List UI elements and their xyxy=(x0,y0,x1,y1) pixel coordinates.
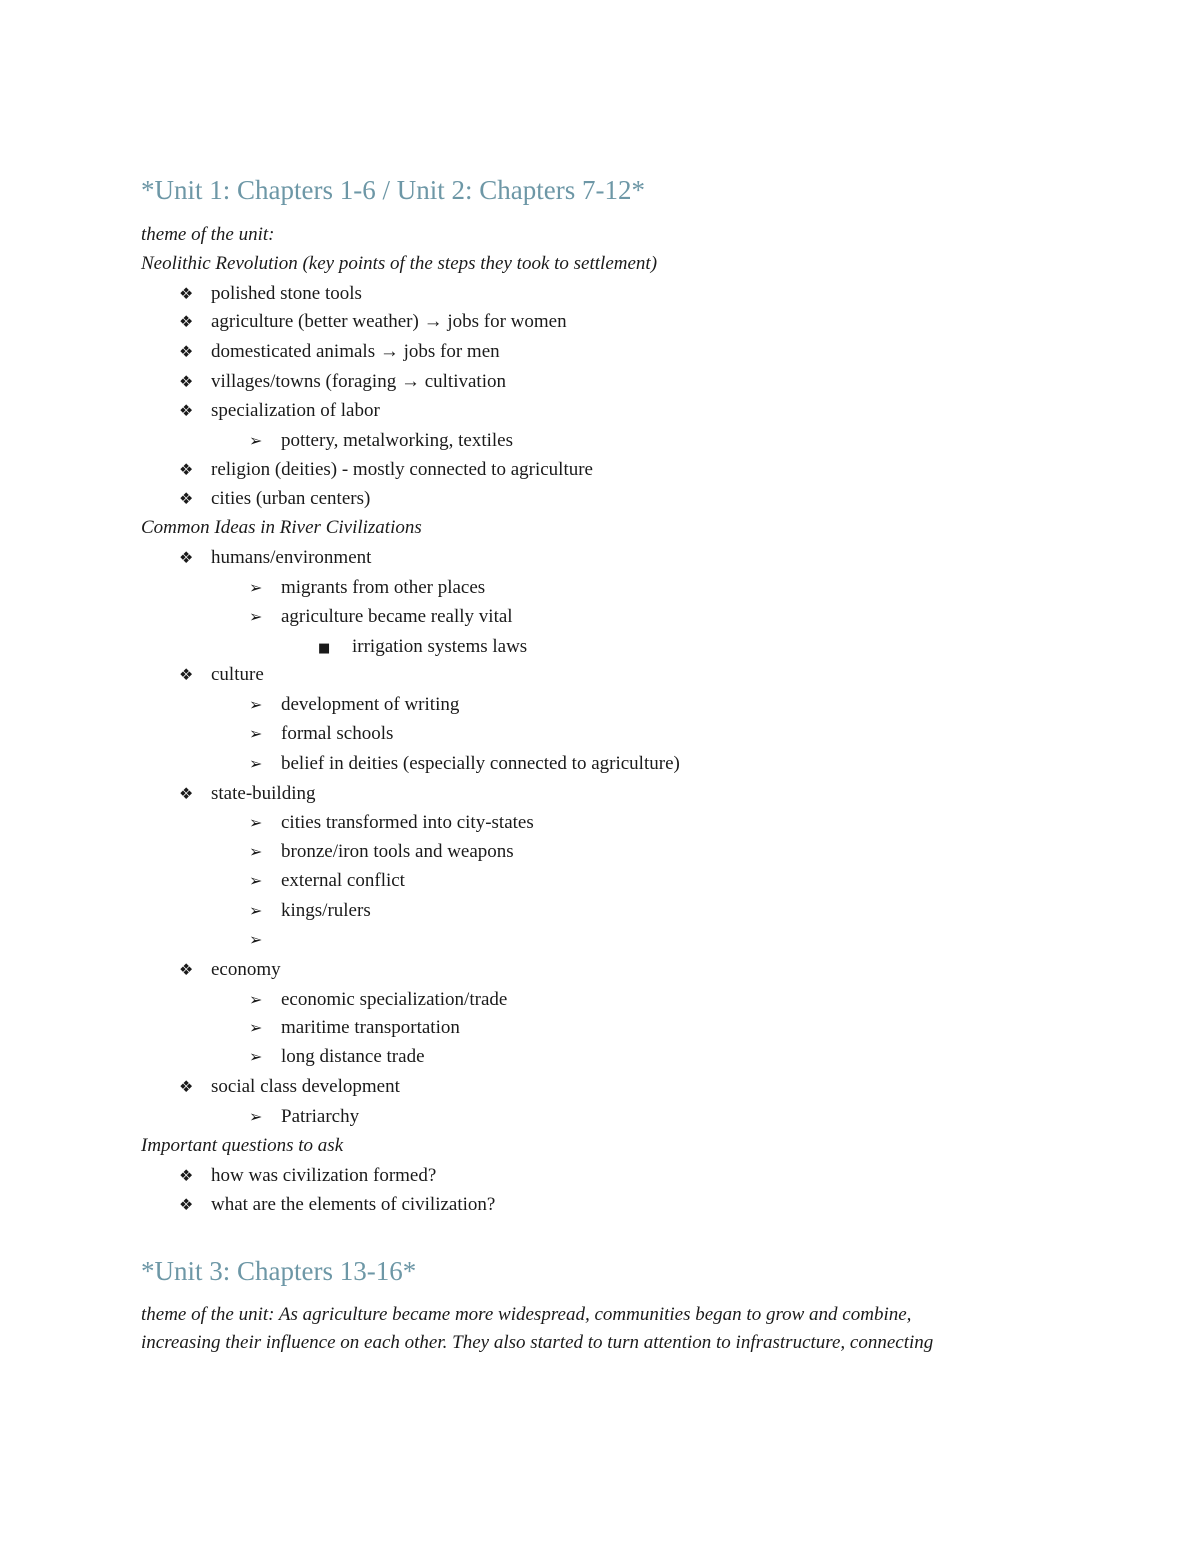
list-item: ❖ agriculture (better weather) → jobs for women xyxy=(179,309,567,335)
unit-3-heading: *Unit 3: Chapters 13-16* xyxy=(141,1256,417,1286)
list-item: ➢ Patriarchy xyxy=(249,1104,359,1130)
list-item: ➢ long distance trade xyxy=(249,1044,425,1070)
unit-3-theme-line-1: theme of the unit: As agriculture became more widespread, communities began to grow and combine, xyxy=(141,1304,912,1325)
list-item: ❖ culture xyxy=(179,662,264,688)
unit-1-2-heading: *Unit 1: Chapters 1-6 / Unit 2: Chapters 7-12* xyxy=(141,175,645,205)
arrowhead-bullet-icon: ➢ xyxy=(249,724,263,743)
list-item: ➢ kings/rulers xyxy=(249,898,371,924)
diamond-bullet-icon: ❖ xyxy=(179,1166,194,1185)
diamond-bullet-icon: ❖ xyxy=(179,960,194,979)
arrowhead-bullet-icon: ➢ xyxy=(249,990,263,1009)
list-item: ➢ bronze/iron tools and weapons xyxy=(249,839,514,865)
square-bullet-icon: ■ xyxy=(318,641,331,656)
list-item: ➢ economic specialization/trade xyxy=(249,987,507,1013)
arrowhead-bullet-icon: ➢ xyxy=(249,754,263,773)
list-item: ➢ agriculture became really vital xyxy=(249,604,513,630)
diamond-bullet-icon: ❖ xyxy=(179,548,194,567)
arrowhead-bullet-icon: ➢ xyxy=(249,578,263,597)
diamond-bullet-icon: ❖ xyxy=(179,342,194,361)
arrowhead-bullet-icon: ➢ xyxy=(249,901,263,920)
arrowhead-bullet-icon: ➢ xyxy=(249,1018,263,1037)
arrowhead-bullet-icon: ➢ xyxy=(249,1047,263,1066)
diamond-bullet-icon: ❖ xyxy=(179,489,194,508)
arrowhead-bullet-icon: ➢ xyxy=(249,607,263,626)
list-item: ❖ social class development xyxy=(179,1074,400,1100)
list-item: ❖ economy xyxy=(179,957,281,983)
diamond-bullet-icon: ❖ xyxy=(179,1077,194,1096)
list-item: ❖ how was civilization formed? xyxy=(179,1163,436,1189)
neolithic-heading: Neolithic Revolution (key points of the steps they took to settlement) xyxy=(141,253,658,274)
list-item: ➢ belief in deities (especially connected to agriculture) xyxy=(249,751,680,777)
river-civilizations-heading: Common Ideas in River Civilizations xyxy=(141,517,422,538)
arrowhead-bullet-icon: ➢ xyxy=(249,813,263,832)
unit-3-theme-line-2: increasing their influence on each other. They also started to turn attention to infrastructure, connecting xyxy=(141,1332,934,1353)
diamond-bullet-icon: ❖ xyxy=(179,372,194,391)
list-item: ❖ polished stone tools xyxy=(179,281,362,307)
diamond-bullet-icon: ❖ xyxy=(179,460,194,479)
list-item: ❖ villages/towns (foraging → cultivation xyxy=(179,369,506,395)
arrowhead-bullet-icon: ➢ xyxy=(249,842,263,861)
arrowhead-bullet-icon: ➢ xyxy=(249,695,263,714)
arrowhead-bullet-icon: ➢ xyxy=(249,1107,263,1126)
arrowhead-bullet-icon: ➢ xyxy=(249,871,263,890)
list-item: ➢ pottery, metalworking, textiles xyxy=(249,428,513,454)
list-item-empty xyxy=(249,927,281,953)
list-item: ➢ external conflict xyxy=(249,868,405,894)
arrowhead-bullet-icon: ➢ xyxy=(249,930,263,949)
list-item: ➢ development of writing xyxy=(249,692,459,718)
list-item: ➢ formal schools xyxy=(249,721,393,747)
diamond-bullet-icon: ❖ xyxy=(179,665,194,684)
diamond-bullet-icon: ❖ xyxy=(179,312,194,331)
list-item: ❖ what are the elements of civilization? xyxy=(179,1192,495,1218)
list-item: ❖ specialization of labor xyxy=(179,398,380,424)
list-item: ❖ religion (deities) - mostly connected to agriculture xyxy=(179,457,593,483)
diamond-bullet-icon: ❖ xyxy=(179,284,194,303)
list-item: ❖ state-building xyxy=(179,781,315,807)
questions-heading: Important questions to ask xyxy=(141,1135,344,1156)
diamond-bullet-icon: ❖ xyxy=(179,1195,194,1214)
list-item: ❖ cities (urban centers) xyxy=(179,486,370,512)
list-item: ❖ domesticated animals → jobs for men xyxy=(179,339,500,365)
list-item: ❖ humans/environment xyxy=(179,545,371,571)
list-item: ➢ maritime transportation xyxy=(249,1015,460,1041)
list-item: ■ irrigation systems laws xyxy=(318,634,527,662)
arrowhead-bullet-icon: ➢ xyxy=(249,431,263,450)
list-item: ➢ migrants from other places xyxy=(249,575,485,601)
theme-label: theme of the unit: xyxy=(141,224,275,245)
diamond-bullet-icon: ❖ xyxy=(179,401,194,420)
diamond-bullet-icon: ❖ xyxy=(179,784,194,803)
list-item: ➢ cities transformed into city-states xyxy=(249,810,534,836)
